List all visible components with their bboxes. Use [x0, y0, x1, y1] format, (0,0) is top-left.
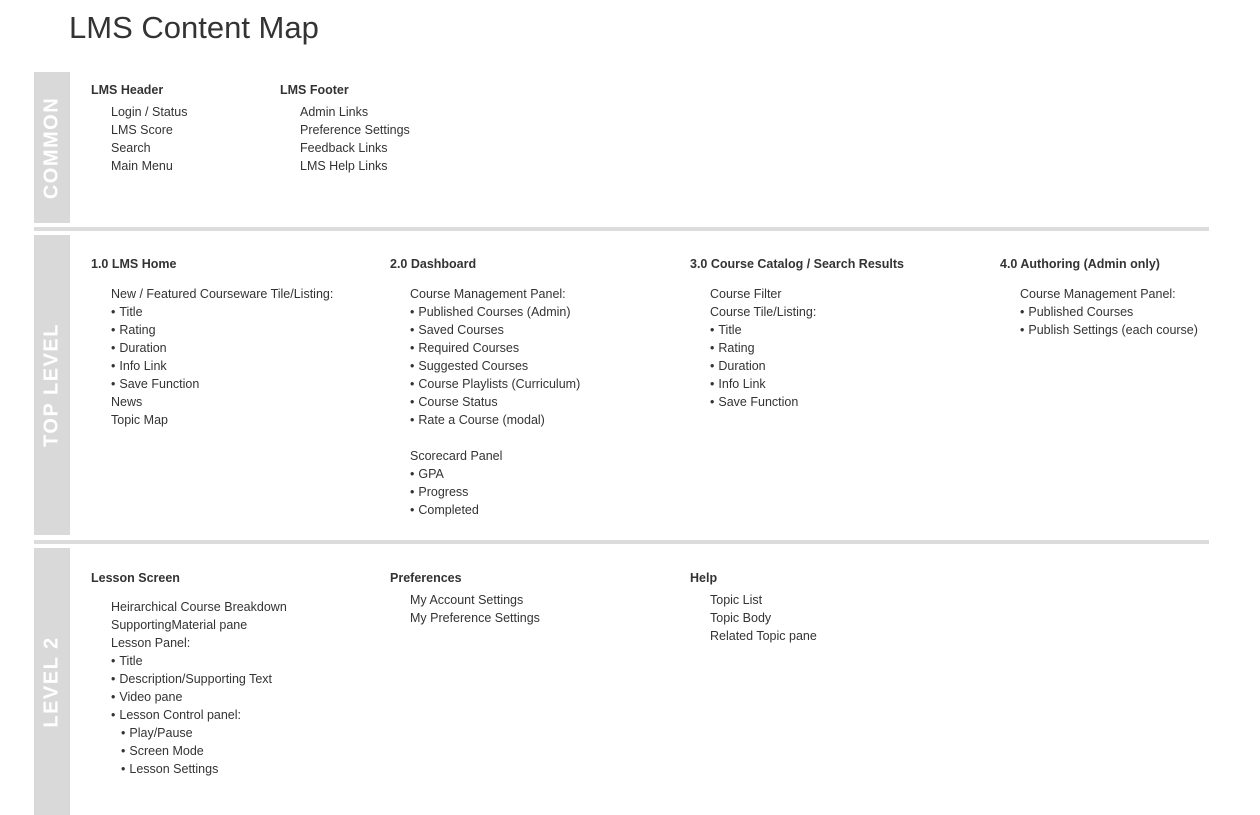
section-band-common — [34, 72, 70, 223]
column-heading: LMS Footer — [280, 83, 349, 97]
list-item: • Saved Courses — [390, 321, 580, 339]
list-item: • Rating — [690, 339, 904, 357]
section-label-level-2: LEVEL 2 — [40, 635, 63, 728]
list-item: Main Menu — [111, 159, 173, 173]
column-items — [390, 591, 540, 627]
list-item: • GPA — [390, 465, 580, 483]
list-item: SupportingMaterial pane — [111, 618, 248, 632]
list-item: • Progress — [390, 483, 580, 501]
section-band-level-2 — [34, 548, 70, 815]
list-item: Course Tile/Listing: — [710, 305, 817, 319]
list-item: • Publish Settings (each course) — [1000, 321, 1198, 339]
list-item: • Published Courses — [1000, 303, 1198, 321]
list-item: Topic List — [710, 593, 763, 607]
column-items — [280, 103, 410, 175]
column-heading: Help — [690, 571, 718, 585]
column-items — [1000, 285, 1198, 339]
section-label-top-level: TOP LEVEL — [40, 323, 63, 447]
column-heading: Preferences — [390, 571, 462, 585]
list-item: • Rate a Course (modal) — [390, 411, 580, 429]
list-item: • Title — [91, 652, 287, 670]
column-items — [690, 285, 904, 411]
list-item: Scorecard Panel — [410, 449, 503, 463]
list-item: Lesson Panel: — [111, 636, 191, 650]
list-item: • Title — [91, 303, 333, 321]
list-item: • Screen Mode — [91, 742, 287, 760]
column-heading: 3.0 Course Catalog / Search Results — [690, 257, 904, 271]
list-item: Topic Map — [111, 413, 168, 427]
list-item: LMS Score — [111, 123, 173, 137]
list-item: • Duration — [690, 357, 904, 375]
column-course-catalog — [690, 255, 904, 411]
list-item: My Preference Settings — [410, 611, 540, 625]
column-lms-home — [91, 255, 333, 429]
list-item: LMS Help Links — [300, 159, 388, 173]
list-item: • Duration — [91, 339, 333, 357]
list-item: • Save Function — [91, 375, 333, 393]
list-item: New / Featured Courseware Tile/Listing: — [111, 287, 334, 301]
list-item: Admin Links — [300, 105, 369, 119]
list-item: Topic Body — [710, 611, 772, 625]
list-item: Related Topic pane — [710, 629, 817, 643]
list-item: Heirarchical Course Breakdown — [111, 600, 287, 614]
column-heading: 4.0 Authoring (Admin only) — [1000, 257, 1160, 271]
column-items — [690, 591, 817, 645]
section-label-common: COMMON — [40, 96, 63, 199]
page-title: LMS Content Map — [69, 10, 319, 45]
section-divider — [34, 227, 1209, 231]
list-item: • Course Status — [390, 393, 580, 411]
list-item: • Video pane — [91, 688, 287, 706]
column-items — [91, 285, 333, 429]
list-item: Course Filter — [710, 287, 782, 301]
list-item: • Lesson Settings — [91, 760, 287, 778]
list-item: • Description/Supporting Text — [91, 670, 287, 688]
list-item: Preference Settings — [300, 123, 410, 137]
list-item: • Save Function — [690, 393, 904, 411]
list-item: Course Management Panel: — [1020, 287, 1176, 301]
list-item: • Play/Pause — [91, 724, 287, 742]
list-item: • Course Playlists (Curriculum) — [390, 375, 580, 393]
list-item: • Info Link — [91, 357, 333, 375]
list-item: Course Management Panel: — [410, 287, 566, 301]
column-help — [690, 569, 817, 645]
list-item: Login / Status — [111, 105, 188, 119]
column-heading: 2.0 Dashboard — [390, 257, 477, 271]
column-heading: Lesson Screen — [91, 571, 180, 585]
list-item: • Rating — [91, 321, 333, 339]
column-heading: LMS Header — [91, 83, 164, 97]
column-lms-header — [91, 81, 187, 175]
list-item: News — [111, 395, 143, 409]
column-lesson-screen — [91, 569, 287, 778]
list-spacer — [390, 429, 580, 447]
column-heading: 1.0 LMS Home — [91, 257, 177, 271]
section-divider — [34, 540, 1209, 544]
column-authoring — [1000, 255, 1198, 339]
column-items — [91, 103, 187, 175]
list-item: • Info Link — [690, 375, 904, 393]
list-item: Search — [111, 141, 151, 155]
list-item: • Required Courses — [390, 339, 580, 357]
list-item: Feedback Links — [300, 141, 388, 155]
section-band-top-level — [34, 235, 70, 535]
list-item: • Title — [690, 321, 904, 339]
column-items — [390, 285, 580, 519]
column-dashboard — [390, 255, 580, 519]
list-item: • Suggested Courses — [390, 357, 580, 375]
list-item: • Published Courses (Admin) — [390, 303, 580, 321]
column-items — [91, 598, 287, 778]
list-item: • Lesson Control panel: — [91, 706, 287, 724]
column-preferences — [390, 569, 540, 627]
list-item: • Completed — [390, 501, 580, 519]
column-lms-footer — [280, 81, 410, 175]
list-item: My Account Settings — [410, 593, 524, 607]
